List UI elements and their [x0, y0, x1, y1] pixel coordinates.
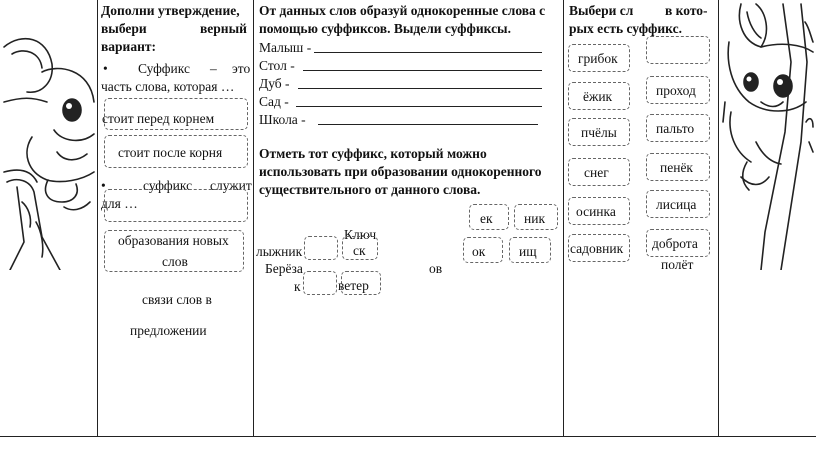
- answer-line[interactable]: [296, 106, 542, 107]
- word-fragment: лыжник: [256, 244, 303, 259]
- task2-line3: существительного от данного слова.: [259, 182, 481, 197]
- suffix-option-text: ок: [472, 244, 486, 259]
- word-prompt: Стол -: [259, 58, 295, 73]
- column-divider: [718, 0, 719, 437]
- word-prompt: Школа -: [259, 112, 306, 127]
- column-divider: [253, 0, 254, 437]
- word-option-text: пальто: [656, 121, 695, 136]
- word-option-text: полёт: [661, 257, 694, 272]
- answer-line[interactable]: [318, 124, 538, 125]
- answer-line[interactable]: [314, 52, 542, 53]
- answer-box[interactable]: [303, 271, 337, 295]
- col1-heading-line3: вариант:: [101, 39, 156, 54]
- task1-line1: От данных слов образуй однокоренные слова с: [259, 3, 546, 18]
- col1-heading-line1: Дополни утверждение,: [101, 3, 240, 18]
- word-prompt: Дуб -: [259, 76, 290, 91]
- answer-option-text: стоит после корня: [118, 145, 223, 160]
- item1-word: это: [232, 61, 251, 76]
- word-prompt: Сад -: [259, 94, 289, 109]
- word-fragment: ск: [353, 243, 366, 258]
- answer-box[interactable]: [304, 236, 338, 260]
- word-fragment: Берёза: [265, 261, 303, 276]
- word-fragment: ов: [429, 261, 443, 276]
- bullet: •: [103, 61, 108, 76]
- answer-option-text: предложении: [130, 323, 207, 338]
- word-option-box[interactable]: [646, 36, 710, 64]
- koala-icon: [721, 2, 814, 270]
- suffix-option-text: ек: [480, 211, 493, 226]
- column-divider: [97, 0, 98, 437]
- koala-icon: [2, 2, 95, 270]
- task2-line2: использовать при образовании однокоренного: [259, 164, 542, 179]
- col1-heading-line2a: выбери: [101, 21, 147, 36]
- answer-option-text: стоит перед корнем: [102, 111, 215, 126]
- word-option-text: ёжик: [583, 89, 613, 104]
- bullet: •: [101, 178, 106, 193]
- word-option-text: лисица: [656, 197, 697, 212]
- word-option-text: доброта: [652, 236, 698, 251]
- word-fragment: к: [294, 279, 301, 294]
- answer-option-box[interactable]: [104, 189, 248, 222]
- answer-line[interactable]: [303, 70, 542, 71]
- word-fragment: ветер: [338, 278, 369, 293]
- col3-heading-line2: рых есть суффикс.: [569, 21, 682, 36]
- task2-line1: Отметь тот суффикс, который можно: [259, 146, 487, 161]
- answer-option-text: связи слов в: [142, 292, 212, 307]
- item1-dash: –: [210, 61, 217, 76]
- col3-heading-line1b: в кото-: [665, 3, 708, 18]
- word-option-text: осинка: [576, 204, 616, 219]
- task1-line2: помощью суффиксов. Выдели суффиксы.: [259, 21, 511, 36]
- word-option-text: снег: [584, 165, 609, 180]
- table-bottom-border: [0, 436, 816, 437]
- word-fragment: Ключ: [344, 227, 377, 242]
- item2-word: служит: [210, 178, 252, 193]
- word-option-text: грибок: [578, 51, 618, 66]
- word-prompt: Малыш -: [259, 40, 312, 55]
- col3-heading-line1a: Выбери сл: [569, 3, 634, 18]
- col1-heading-line2b: верный: [200, 21, 247, 36]
- word-option-text: садовник: [570, 241, 624, 256]
- column-divider: [563, 0, 564, 437]
- word-option-text: пенёк: [660, 160, 693, 175]
- item2-line2: для …: [101, 196, 138, 211]
- item2-word: суффикс: [143, 178, 193, 193]
- answer-option-text: слов: [162, 254, 188, 269]
- suffix-option-text: ник: [524, 211, 546, 226]
- answer-line[interactable]: [298, 88, 542, 89]
- suffix-option-text: ищ: [519, 244, 537, 259]
- word-option-text: проход: [656, 83, 696, 98]
- item1-line2: часть слова, которая …: [101, 79, 235, 94]
- answer-option-text: образования новых: [118, 233, 229, 248]
- item1-word: Суффикс: [138, 61, 190, 76]
- word-option-text: пчёлы: [581, 125, 617, 140]
